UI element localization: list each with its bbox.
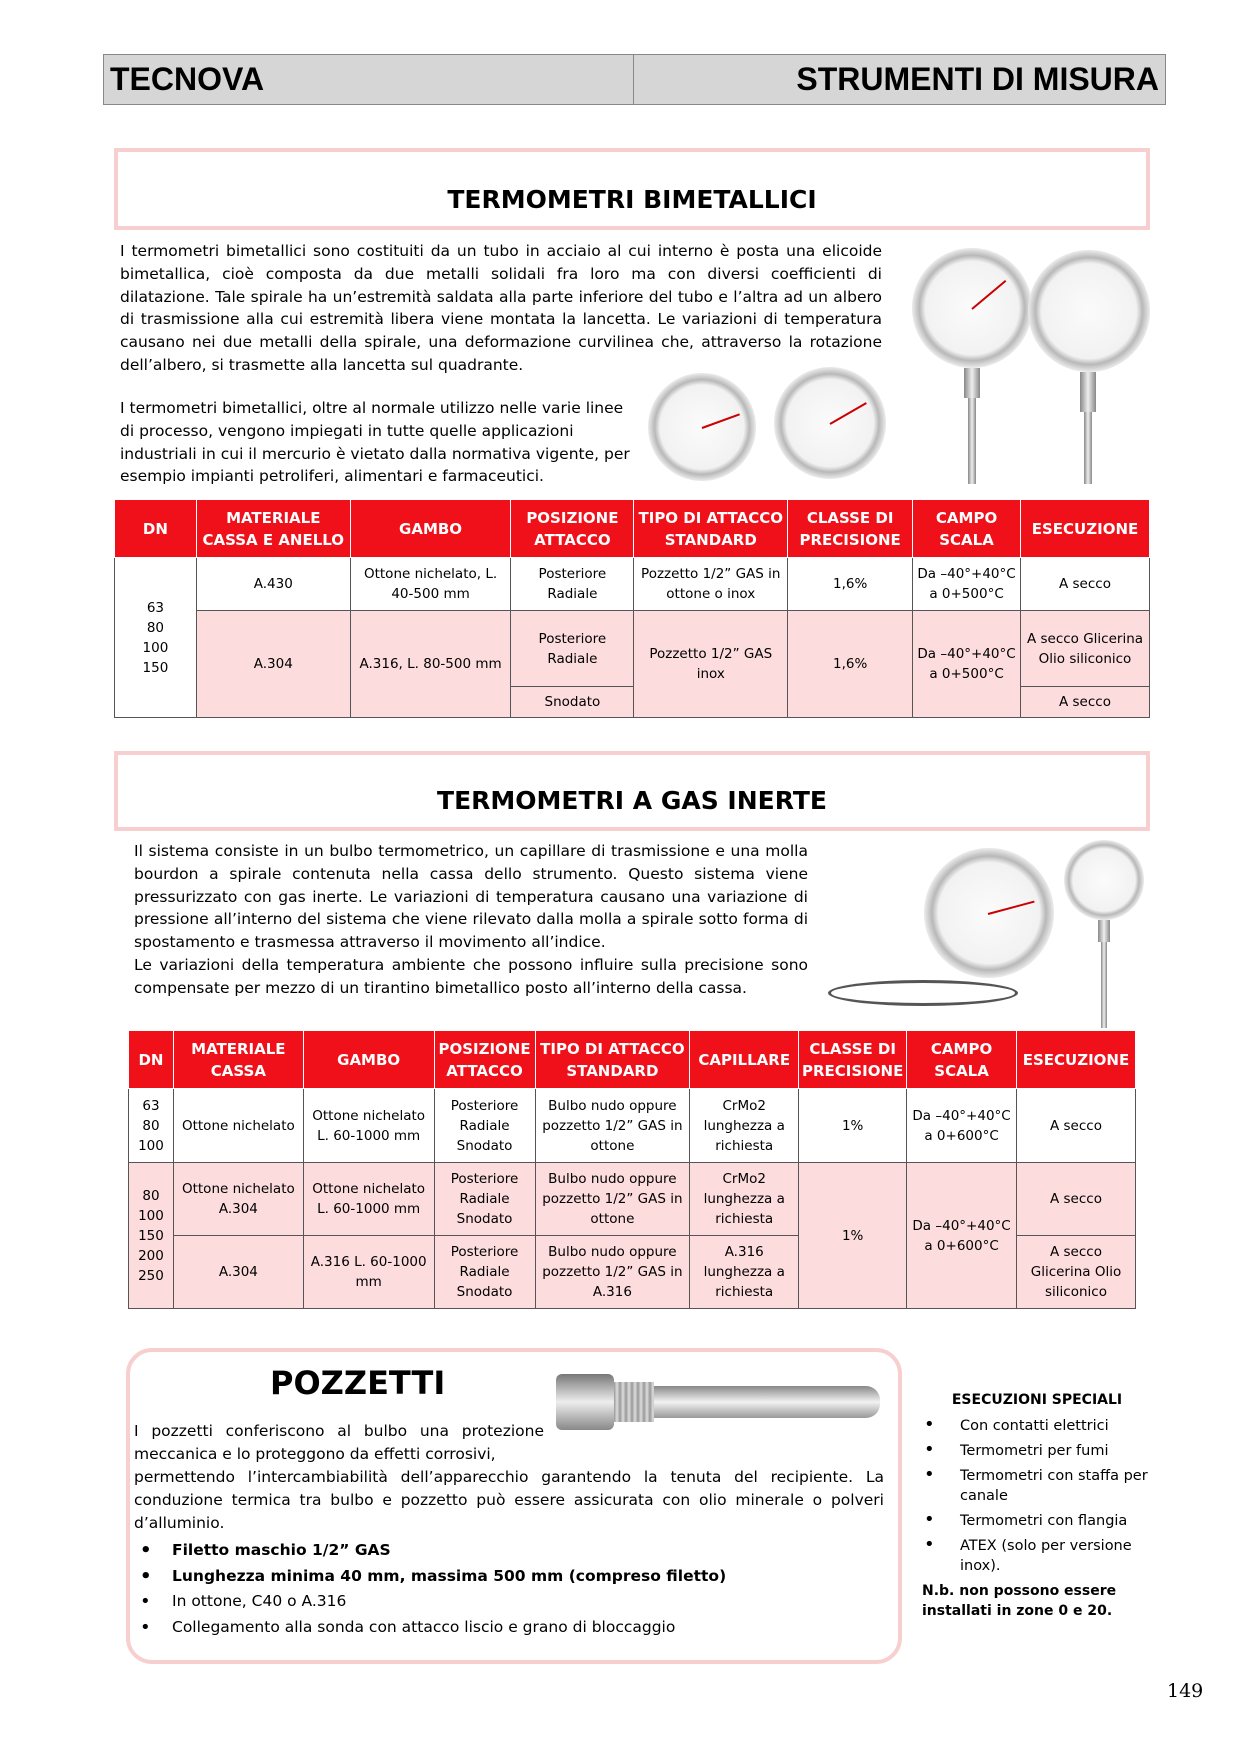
col-header: GAMBO bbox=[350, 500, 511, 558]
thermowell-image bbox=[556, 1368, 884, 1436]
col-header: POSIZIONE ATTACCO bbox=[511, 500, 634, 558]
gas-title: TERMOMETRI A GAS INERTE bbox=[437, 786, 827, 815]
dn-cell: 80 100 150 200 250 bbox=[129, 1163, 174, 1309]
table-cell: Da –40°+40°C a 0+600°C bbox=[907, 1089, 1017, 1163]
table-cell: A.316 L. 60-1000 mm bbox=[303, 1236, 434, 1309]
table-cell: 1,6% bbox=[788, 558, 913, 611]
table-cell: Posteriore Radiale bbox=[511, 611, 634, 687]
list-item: • Con contatti elettrici bbox=[922, 1416, 1152, 1436]
bimetallici-paragraph-1: I termometri bimetallici sono costituiti da un tubo in acciaio al cui interno è posta una elicoide bimetallica, cioè composta da due metalli solidali fra loro ma con diversi coefficienti di dilatazione. Tale spirale ha un’estremità saldata alla parte inferiore del tubo e l’altra ad un albero di trasmissione alla cui estremità libera viene montata la lancetta. Le variazioni di temperatura causano nei due metalli della spirale, una deformazione curvilinea che, attraverso la rotazione dell’albero, si trasmette alla lancetta sul quadrante. bbox=[120, 242, 882, 374]
table-cell: 1% bbox=[799, 1163, 907, 1309]
col-header: MATERIALE CASSA E ANELLO bbox=[196, 500, 350, 558]
pozzetti-bullets bbox=[134, 1538, 884, 1640]
gas-thermometers-image bbox=[828, 838, 1148, 1030]
table-cell: A secco bbox=[1016, 1089, 1135, 1163]
page-header bbox=[103, 54, 1166, 105]
pozzetti-text-a: I pozzetti conferiscono al bulbo una protezione meccanica e lo proteggono da effetti corrosivi, bbox=[134, 1422, 544, 1463]
table-cell: Ottone nichelato L. 60-1000 mm bbox=[303, 1089, 434, 1163]
col-header: CAMPO SCALA bbox=[907, 1031, 1017, 1089]
table-cell: CrMo2 lunghezza a richiesta bbox=[690, 1089, 799, 1163]
pozzetti-title: POZZETTI bbox=[270, 1364, 446, 1402]
list-item: • ATEX (solo per versione inox). bbox=[922, 1536, 1152, 1576]
list-item: • Termometri con flangia bbox=[922, 1511, 1152, 1531]
table-cell: Ottone nichelato A.304 bbox=[173, 1163, 303, 1236]
special-versions-note: N.b. non possono essere installati in zone 0 e 20. bbox=[922, 1583, 1117, 1619]
col-header: CAPILLARE bbox=[690, 1031, 799, 1089]
col-header: MATERIALE CASSA bbox=[173, 1031, 303, 1089]
table-cell: Posteriore Radiale Snodato bbox=[434, 1236, 535, 1309]
table-cell: 1,6% bbox=[788, 611, 913, 718]
table-cell: Posteriore Radiale Snodato bbox=[434, 1089, 535, 1163]
table-cell: A.430 bbox=[196, 558, 350, 611]
dn-cell: 63 80 100 150 bbox=[115, 558, 197, 718]
table-cell: Pozzetto 1/2” GAS inox bbox=[634, 611, 788, 718]
gas-paragraph-2: Le variazioni della temperatura ambiente che possono influire sulla precisione sono compensate per mezzo di un tirantino bimetallico posto all’interno della cassa. bbox=[134, 955, 808, 997]
table-cell: Bulbo nudo oppure pozzetto 1/2” GAS in ottone bbox=[535, 1089, 690, 1163]
table-cell: Da –40°+40°C a 0+500°C bbox=[913, 558, 1021, 611]
special-versions bbox=[922, 1390, 1152, 1621]
page-number: 149 bbox=[1167, 1680, 1204, 1702]
bimetallici-title: TERMOMETRI BIMETALLICI bbox=[447, 185, 817, 214]
col-header: DN bbox=[129, 1031, 174, 1089]
gas-title-box bbox=[114, 751, 1150, 831]
table-cell: Da –40°+40°C a 0+600°C bbox=[907, 1163, 1017, 1309]
table-cell: A secco bbox=[1021, 687, 1150, 718]
list-item: • Lunghezza minima 40 mm, massima 500 mm (compreso filetto) bbox=[134, 1564, 884, 1590]
brand-name: TECNOVA bbox=[104, 55, 634, 104]
table-cell: A secco bbox=[1016, 1163, 1135, 1236]
bimetallici-title-box bbox=[114, 148, 1150, 230]
col-header: CAMPO SCALA bbox=[913, 500, 1021, 558]
table-cell: Snodato bbox=[511, 687, 634, 718]
dn-cell: 63 80 100 bbox=[129, 1089, 174, 1163]
table-cell: A secco Glicerina Olio siliconico bbox=[1016, 1236, 1135, 1309]
table-row bbox=[129, 1163, 1136, 1236]
col-header: DN bbox=[115, 500, 197, 558]
table-cell: Ottone nichelato bbox=[173, 1089, 303, 1163]
table-cell: A secco bbox=[1021, 558, 1150, 611]
gas-paragraph-1: Il sistema consiste in un bulbo termometrico, un capillare di trasmissione e una molla bourdon a spirale contenuta nella cassa dello strumento. Questo sistema viene pressurizzato con gas inerte. Le variazioni di temperatura causano una variazione di pressione all’interno del sistema che viene rilevato dalla molla a spirale sotto forma di spostamento e trasmessa attraverso il movimento all’indice. bbox=[134, 842, 808, 952]
list-item: • In ottone, C40 o A.316 bbox=[134, 1589, 884, 1615]
list-item: • Filetto maschio 1/2” GAS bbox=[134, 1538, 884, 1564]
table-cell: Posteriore Radiale Snodato bbox=[434, 1163, 535, 1236]
col-header: TIPO DI ATTACCO STANDARD bbox=[535, 1031, 690, 1089]
gas-paragraph bbox=[134, 840, 808, 1000]
table-cell: 1% bbox=[799, 1089, 907, 1163]
table-row bbox=[115, 611, 1150, 687]
bimetallic-stem-gauges-image bbox=[904, 244, 1158, 488]
table-cell: A.316, L. 80-500 mm bbox=[350, 611, 511, 718]
table-row bbox=[115, 558, 1150, 611]
table-cell: A.316 lunghezza a richiesta bbox=[690, 1236, 799, 1309]
bimetallici-table bbox=[114, 499, 1150, 718]
list-item: • Collegamento alla sonda con attacco liscio e grano di bloccaggio bbox=[134, 1615, 884, 1641]
col-header: CLASSE DI PRECISIONE bbox=[799, 1031, 907, 1089]
list-item: • Termometri con staffa per canale bbox=[922, 1466, 1152, 1506]
col-header: CLASSE DI PRECISIONE bbox=[788, 500, 913, 558]
table-cell: Bulbo nudo oppure pozzetto 1/2” GAS in A.316 bbox=[535, 1236, 690, 1309]
list-item: • Termometri per fumi bbox=[922, 1441, 1152, 1461]
table-cell: A.304 bbox=[173, 1236, 303, 1309]
pozzetti-text-b: permettendo l’intercambiabilità dell’apparecchio garantendo la tenuta del recipiente. La conduzione termica tra bulbo e pozzetto può essere assicurata con olio minerale o polveri d’alluminio. bbox=[134, 1468, 884, 1532]
table-cell: Da –40°+40°C a 0+500°C bbox=[913, 611, 1021, 718]
bimetallici-paragraph-2: I termometri bimetallici, oltre al normale utilizzo nelle varie linee di processo, vengono impiegati in tutte quelle applicazioni industriali in cui il mercurio è vietato dalla normativa vigente, per esempio impianti petroliferi, alimentari e farmaceutici. bbox=[120, 399, 630, 486]
table-cell: Pozzetto 1/2” GAS in ottone o inox bbox=[634, 558, 788, 611]
table-cell: Ottone nichelato, L. 40-500 mm bbox=[350, 558, 511, 611]
gas-table bbox=[128, 1030, 1136, 1309]
table-cell: Ottone nichelato L. 60-1000 mm bbox=[303, 1163, 434, 1236]
table-cell: A.304 bbox=[196, 611, 350, 718]
table-cell: Bulbo nudo oppure pozzetto 1/2” GAS in ottone bbox=[535, 1163, 690, 1236]
table-cell: CrMo2 lunghezza a richiesta bbox=[690, 1163, 799, 1236]
section-name: STRUMENTI DI MISURA bbox=[634, 55, 1165, 104]
col-header: POSIZIONE ATTACCO bbox=[434, 1031, 535, 1089]
col-header: TIPO DI ATTACCO STANDARD bbox=[634, 500, 788, 558]
col-header: ESECUZIONE bbox=[1016, 1031, 1135, 1089]
col-header: GAMBO bbox=[303, 1031, 434, 1089]
table-cell: Posteriore Radiale bbox=[511, 558, 634, 611]
table-row bbox=[129, 1089, 1136, 1163]
bimetallic-small-gauges-image bbox=[646, 365, 886, 483]
special-versions-title: ESECUZIONI SPECIALI bbox=[951, 1392, 1123, 1408]
table-cell: A secco Glicerina Olio siliconico bbox=[1021, 611, 1150, 687]
col-header: ESECUZIONE bbox=[1021, 500, 1150, 558]
